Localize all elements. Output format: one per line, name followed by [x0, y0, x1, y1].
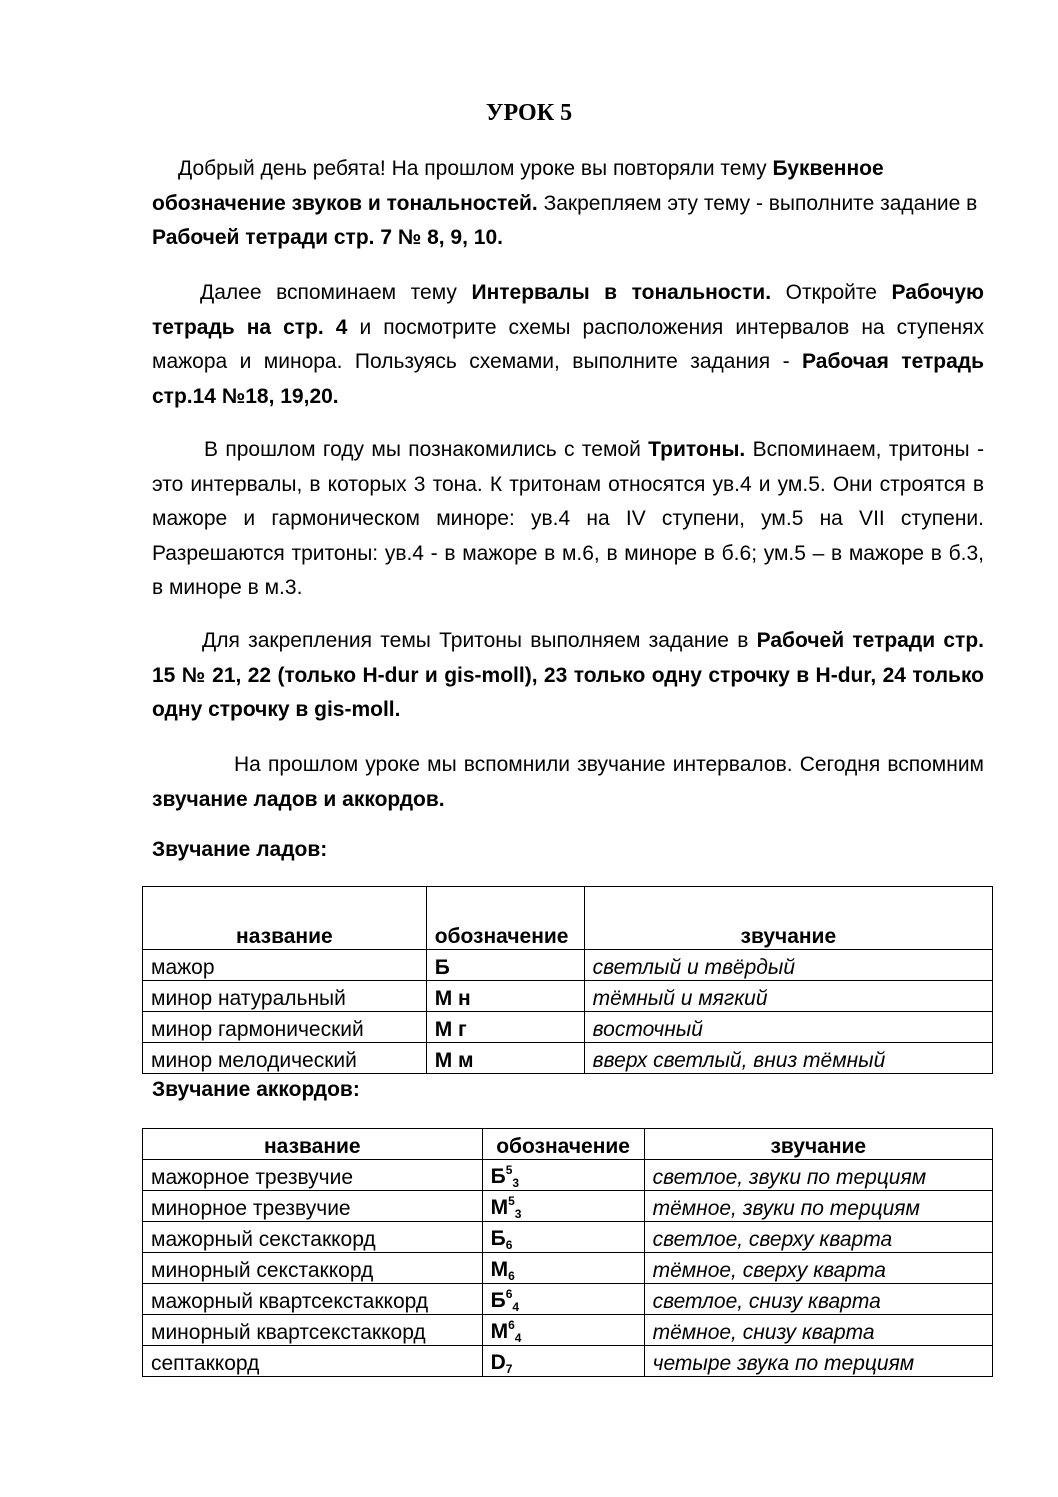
paragraph-tritones [152, 433, 984, 606]
symbol-sub: 6 [508, 1269, 515, 1283]
symbol-sup: 6 [508, 1318, 515, 1332]
table-row [143, 1160, 993, 1191]
chord-sound: тёмное, звуки по терциям [644, 1191, 992, 1222]
chord-symbol [482, 1253, 644, 1284]
mode-name: минор гармонический [143, 1012, 427, 1043]
header-symbol: обозначение [482, 1129, 644, 1160]
symbol-letter: Б [490, 1227, 506, 1250]
table-row [143, 1284, 993, 1315]
table-row [143, 1191, 993, 1222]
chord-sound: светлое, снизу кварта [644, 1284, 992, 1315]
bold-text: Рабочую тетрадь на стр. 4 [152, 281, 984, 339]
chord-symbol [482, 1315, 644, 1346]
text: Добрый день ребята! На прошлом уроке вы повторяли тему [178, 157, 773, 180]
table-header-row [143, 1129, 993, 1160]
bold-text: звучание ладов и аккордов. [152, 787, 445, 811]
chord-symbol [482, 1191, 644, 1222]
symbol-letter: М [490, 1258, 509, 1281]
bold-text: Тритоны. [648, 438, 746, 461]
chord-name: минорный квартсекстаккорд [143, 1315, 483, 1346]
chord-symbol [482, 1222, 644, 1253]
mode-name: минор мелодический [143, 1043, 427, 1074]
mode-symbol: М м [426, 1043, 584, 1074]
text: Далее вспоминаем тему [200, 281, 472, 304]
symbol-letter: Б [490, 1165, 506, 1188]
table-row [143, 1315, 993, 1346]
mode-name: мажор [143, 950, 427, 981]
symbol-sub: 4 [514, 1331, 522, 1345]
paragraph-intervals [152, 276, 984, 414]
symbol-letter: D [490, 1351, 506, 1374]
table-header-row [143, 887, 993, 950]
symbol-sub: 4 [512, 1300, 520, 1314]
table-row [143, 950, 993, 981]
paragraph-sound [152, 748, 984, 817]
chord-name: мажорное трезвучие [143, 1160, 483, 1191]
chord-name: мажорный квартсекстаккорд [143, 1284, 483, 1315]
chords-heading: Звучание аккордов: [152, 1078, 360, 1101]
table-row [143, 981, 993, 1012]
symbol-letter: М [490, 1196, 509, 1219]
symbol-sub: 3 [512, 1176, 520, 1190]
chord-sound: светлое, сверху кварта [644, 1222, 992, 1253]
text: В прошлом году мы познакомились с темой [204, 438, 649, 461]
mode-symbol: Б [426, 950, 584, 981]
page-title: УРОК 5 [485, 100, 573, 126]
chord-symbol [482, 1346, 644, 1377]
bold-text: Рабочая тетрадь стр.14 №18, 19,20. [152, 350, 984, 408]
text: Откройте [771, 281, 892, 304]
chord-sound: тёмное, снизу кварта [644, 1315, 992, 1346]
symbol-sub: 6 [505, 1238, 513, 1252]
chord-name: минорный секстаккорд [143, 1253, 483, 1284]
mode-sound: вверх светлый, вниз тёмный [584, 1043, 992, 1074]
text: и посмотрите схемы расположения интервалов на ступенях мажора и минора. Пользуясь схемами, выполните задания - [152, 315, 984, 373]
bold-text: Буквенное обозначение звуков и тональностей. [152, 157, 884, 215]
symbol-sup: 6 [505, 1287, 513, 1301]
symbol-sub: 3 [514, 1207, 522, 1221]
header-name: название [143, 1129, 483, 1160]
chord-name: мажорный секстаккорд [143, 1222, 483, 1253]
bold-text: Интервалы в тональности. [471, 281, 772, 304]
table-row [143, 1222, 993, 1253]
chord-sound: тёмное, сверху кварта [644, 1253, 992, 1284]
chord-sound: светлое, звуки по терциям [644, 1160, 992, 1191]
symbol-sub: 7 [505, 1362, 513, 1376]
chord-symbol [482, 1160, 644, 1191]
bold-text: Рабочей тетради стр. 7 № 8, 9, 10. [152, 226, 503, 249]
symbol-letter: М [490, 1320, 509, 1343]
bold-text: Рабочей тетради стр. 15 № 21, 22 (только H-dur и gis-moll), 23 только одну строчку в H-dur, 24 только одну строчку в gis-moll. [152, 629, 985, 721]
header-name: название [143, 887, 427, 950]
paragraph-greeting [152, 152, 984, 256]
table-row [143, 1346, 993, 1377]
header-sound: звучание [584, 887, 992, 950]
chords-table [142, 1128, 993, 1377]
header-symbol: обозначение [426, 887, 584, 950]
text: Для закрепления темы Тритоны выполняем задание в [202, 629, 757, 652]
mode-sound: светлый и твёрдый [584, 950, 992, 981]
paragraph-tritones-task [152, 624, 984, 728]
text: На прошлом уроке мы вспомнили звучание интервалов. Сегодня вспомним [234, 753, 984, 776]
mode-sound: тёмный и мягкий [584, 981, 992, 1012]
modes-table [142, 886, 993, 1074]
chord-symbol [482, 1284, 644, 1315]
chord-name: минорное трезвучие [143, 1191, 483, 1222]
mode-symbol: М н [426, 981, 584, 1012]
text: Закрепляем эту тему - выполните задание в [537, 191, 978, 215]
mode-sound: восточный [584, 1012, 992, 1043]
text: Вспоминаем, тритоны - это интервалы, в которых 3 тона. К тритонам относятся ув.4 и ум.5. Они строятся в мажоре и гармоническом миноре: ув.4 на IV ступени, ум.5 на VII ступени. Разрешаются тритоны: ув.4 - в мажоре в м.6, в миноре в б.6; ум.5 – в мажоре в б.3, в миноре в м.3. [152, 438, 984, 599]
symbol-sup: 5 [505, 1163, 513, 1177]
mode-symbol: М г [426, 1012, 584, 1043]
table-row [143, 1012, 993, 1043]
table-row [143, 1043, 993, 1074]
header-sound: звучание [644, 1129, 992, 1160]
table-row [143, 1253, 993, 1284]
symbol-letter: Б [490, 1289, 506, 1312]
symbol-sup: 5 [508, 1194, 515, 1208]
modes-heading: Звучание ладов: [152, 838, 328, 861]
chord-sound: четыре звука по терциям [644, 1346, 992, 1377]
mode-name: минор натуральный [143, 981, 427, 1012]
chord-name: септаккорд [143, 1346, 483, 1377]
